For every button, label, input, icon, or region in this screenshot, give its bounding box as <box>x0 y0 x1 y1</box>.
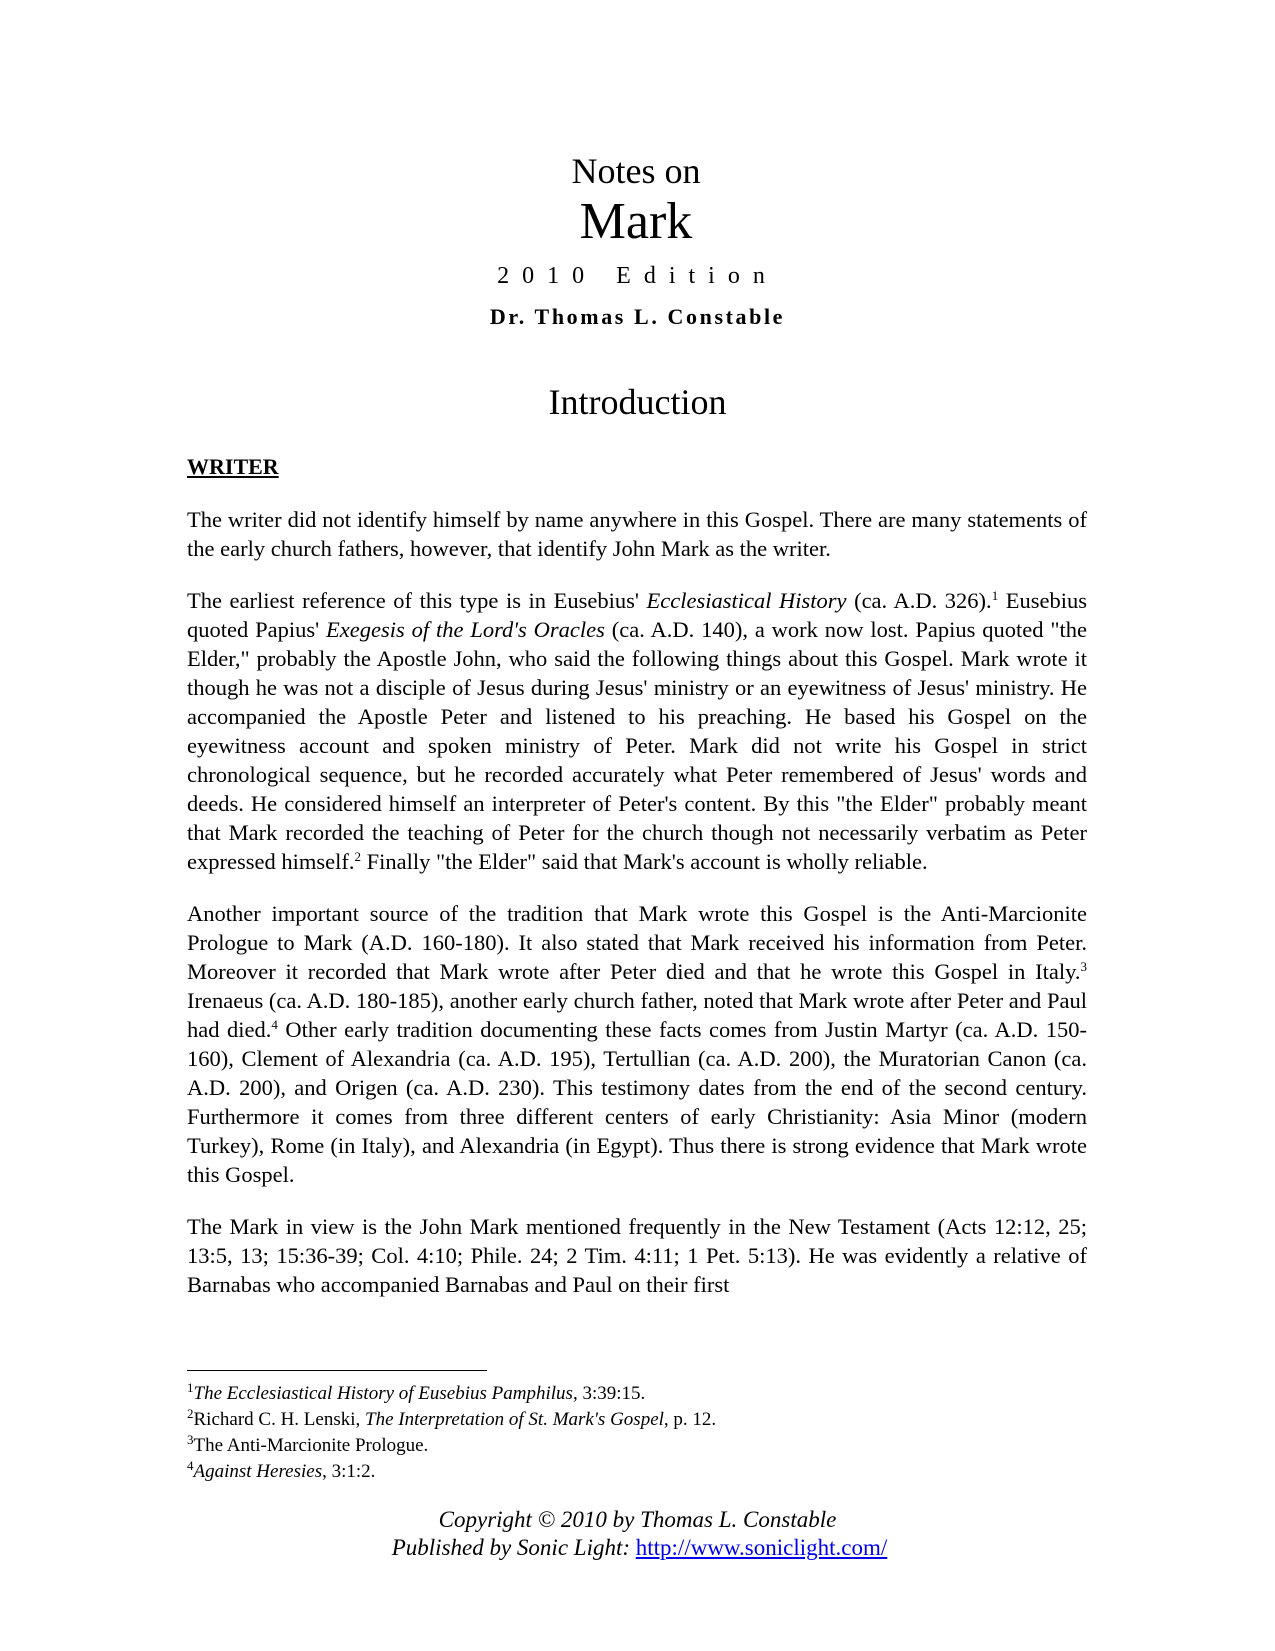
footnote-number: 2 <box>187 1406 194 1421</box>
text-span: Irenaeus (ca. A.D. 180-185), another early church father, noted that Mark wrote after Peter and Paul had died. <box>187 988 1087 1042</box>
text-span: (ca. A.D. 140), a work now lost. Papius quoted "the Elder," probably the Apostle John, who said the following things about this Gospel. Mark wrote it though he was not a disciple of Jesus during Jesus' ministry or an eyewitness of Jesus' ministry. He accompanied the Apostle Peter and listened to his preaching. He based his Gospel on the eyewitness account and spoken ministry of Peter. Mark did not write his Gospel in strict chronological sequence, but he recorded accurately what Peter remembered of Jesus' words and deeds. He considered himself an interpreter of Peter's content. By this "the Elder" probably meant that Mark recorded the teaching of Peter for the church though not necessarily verbatim as Peter expressed himself. <box>187 617 1087 874</box>
main-content <box>187 453 1087 1299</box>
book-title-italic: Ecclesiastical History <box>646 588 847 613</box>
footnote-number: 3 <box>187 1432 194 1447</box>
footnote-title: The Interpretation of St. Mark's Gospel <box>365 1409 664 1430</box>
footnote-text: , 3:39:15. <box>572 1383 646 1404</box>
text-span: Finally "the Elder" said that Mark's account is wholly reliable. <box>360 849 928 874</box>
edition-label: 2010 Edition <box>497 263 778 289</box>
footnote-text: The Anti-Marcionite Prologue. <box>193 1435 429 1456</box>
footnotes <box>187 1381 1087 1485</box>
writer-heading: WRITER <box>187 454 279 479</box>
footnote-ref[interactable]: 1 <box>991 588 999 603</box>
footnote-item <box>187 1433 1087 1459</box>
text-span: Eusebius quoted Papius' <box>187 588 1087 642</box>
footnote-ref[interactable]: 3 <box>1080 959 1087 974</box>
published-line <box>4 1534 1275 1562</box>
text-span: Another important source of the tradition that Mark wrote this Gospel is the Anti-Marcionite Prologue to Mark (A.D. 160-180). It also stated that Mark received his information from Peter. Moreover it recorded that Mark wrote after Peter died and that he wrote this Gospel in Italy. <box>187 901 1087 984</box>
paragraph-4: The Mark in view is the John Mark mentioned frequently in the New Testament (Acts 12:12, 25; 13:5, 13; 15:36-39; Col. 4:10; Phile. 24; 2 Tim. 4:11; 1 Pet. 5:13). He was evidently a relative of Barnabas who accompanied Barnabas and Paul on their first <box>187 1214 1087 1297</box>
footnote-text: Richard C. H. Lenski, <box>193 1409 366 1430</box>
author-name: Dr. Thomas L. Constable <box>489 304 786 329</box>
footnote-item <box>187 1381 1087 1407</box>
footnote-ref[interactable]: 2 <box>354 849 361 864</box>
text-span: The earliest reference of this type is in Eusebius' <box>187 588 647 613</box>
title-block <box>0 150 1275 331</box>
footnote-text: , p. 12. <box>663 1409 717 1430</box>
footnote-item <box>187 1407 1087 1433</box>
paragraph-3 <box>187 899 1087 1189</box>
footnote-ref[interactable]: 4 <box>271 1017 278 1032</box>
copyright-line: Copyright © 2010 by Thomas L. Constable <box>438 1507 837 1532</box>
book-title-italic: Exegesis of the Lord's Oracles <box>326 617 605 642</box>
publisher-label: Published by Sonic Light: <box>391 1535 636 1560</box>
notes-on-label: Notes on <box>571 151 701 191</box>
footnote-title: The Ecclesiastical History of Eusebius Pamphilus <box>193 1383 573 1404</box>
footnote-text: , 3:1:2. <box>322 1461 376 1482</box>
footnote-number: 4 <box>187 1458 194 1473</box>
footnote-divider <box>187 1370 487 1371</box>
book-title: Mark <box>579 193 693 250</box>
paragraph-1: The writer did not identify himself by name anywhere in this Gospel. There are many statements of the early church fathers, however, that identify John Mark as the writer. <box>187 507 1087 561</box>
footnote-item <box>187 1459 1087 1485</box>
text-span: Other early tradition documenting these facts comes from Justin Martyr (ca. A.D. 150-160), Clement of Alexandria (ca. A.D. 195), Tertullian (ca. A.D. 200), the Muratorian Canon (ca. A.D. 200), and Origen (ca. A.D. 230). This testimony dates from the end of the second century. Furthermore it comes from three different centers of early Christianity: Asia Minor (modern Turkey), Rome (in Italy), and Alexandria (in Egypt). Thus there is strong evidence that Mark wrote this Gospel. <box>187 1017 1087 1187</box>
text-span: (ca. A.D. 326). <box>846 588 992 613</box>
footnote-title: Against Heresies <box>193 1461 323 1482</box>
footnote-number: 1 <box>187 1380 194 1395</box>
paragraph-2 <box>187 586 1087 876</box>
section-title: Introduction <box>548 382 727 422</box>
copyright-footer <box>0 1506 1275 1562</box>
website-link[interactable]: http://www.soniclight.com/ <box>635 1535 888 1560</box>
